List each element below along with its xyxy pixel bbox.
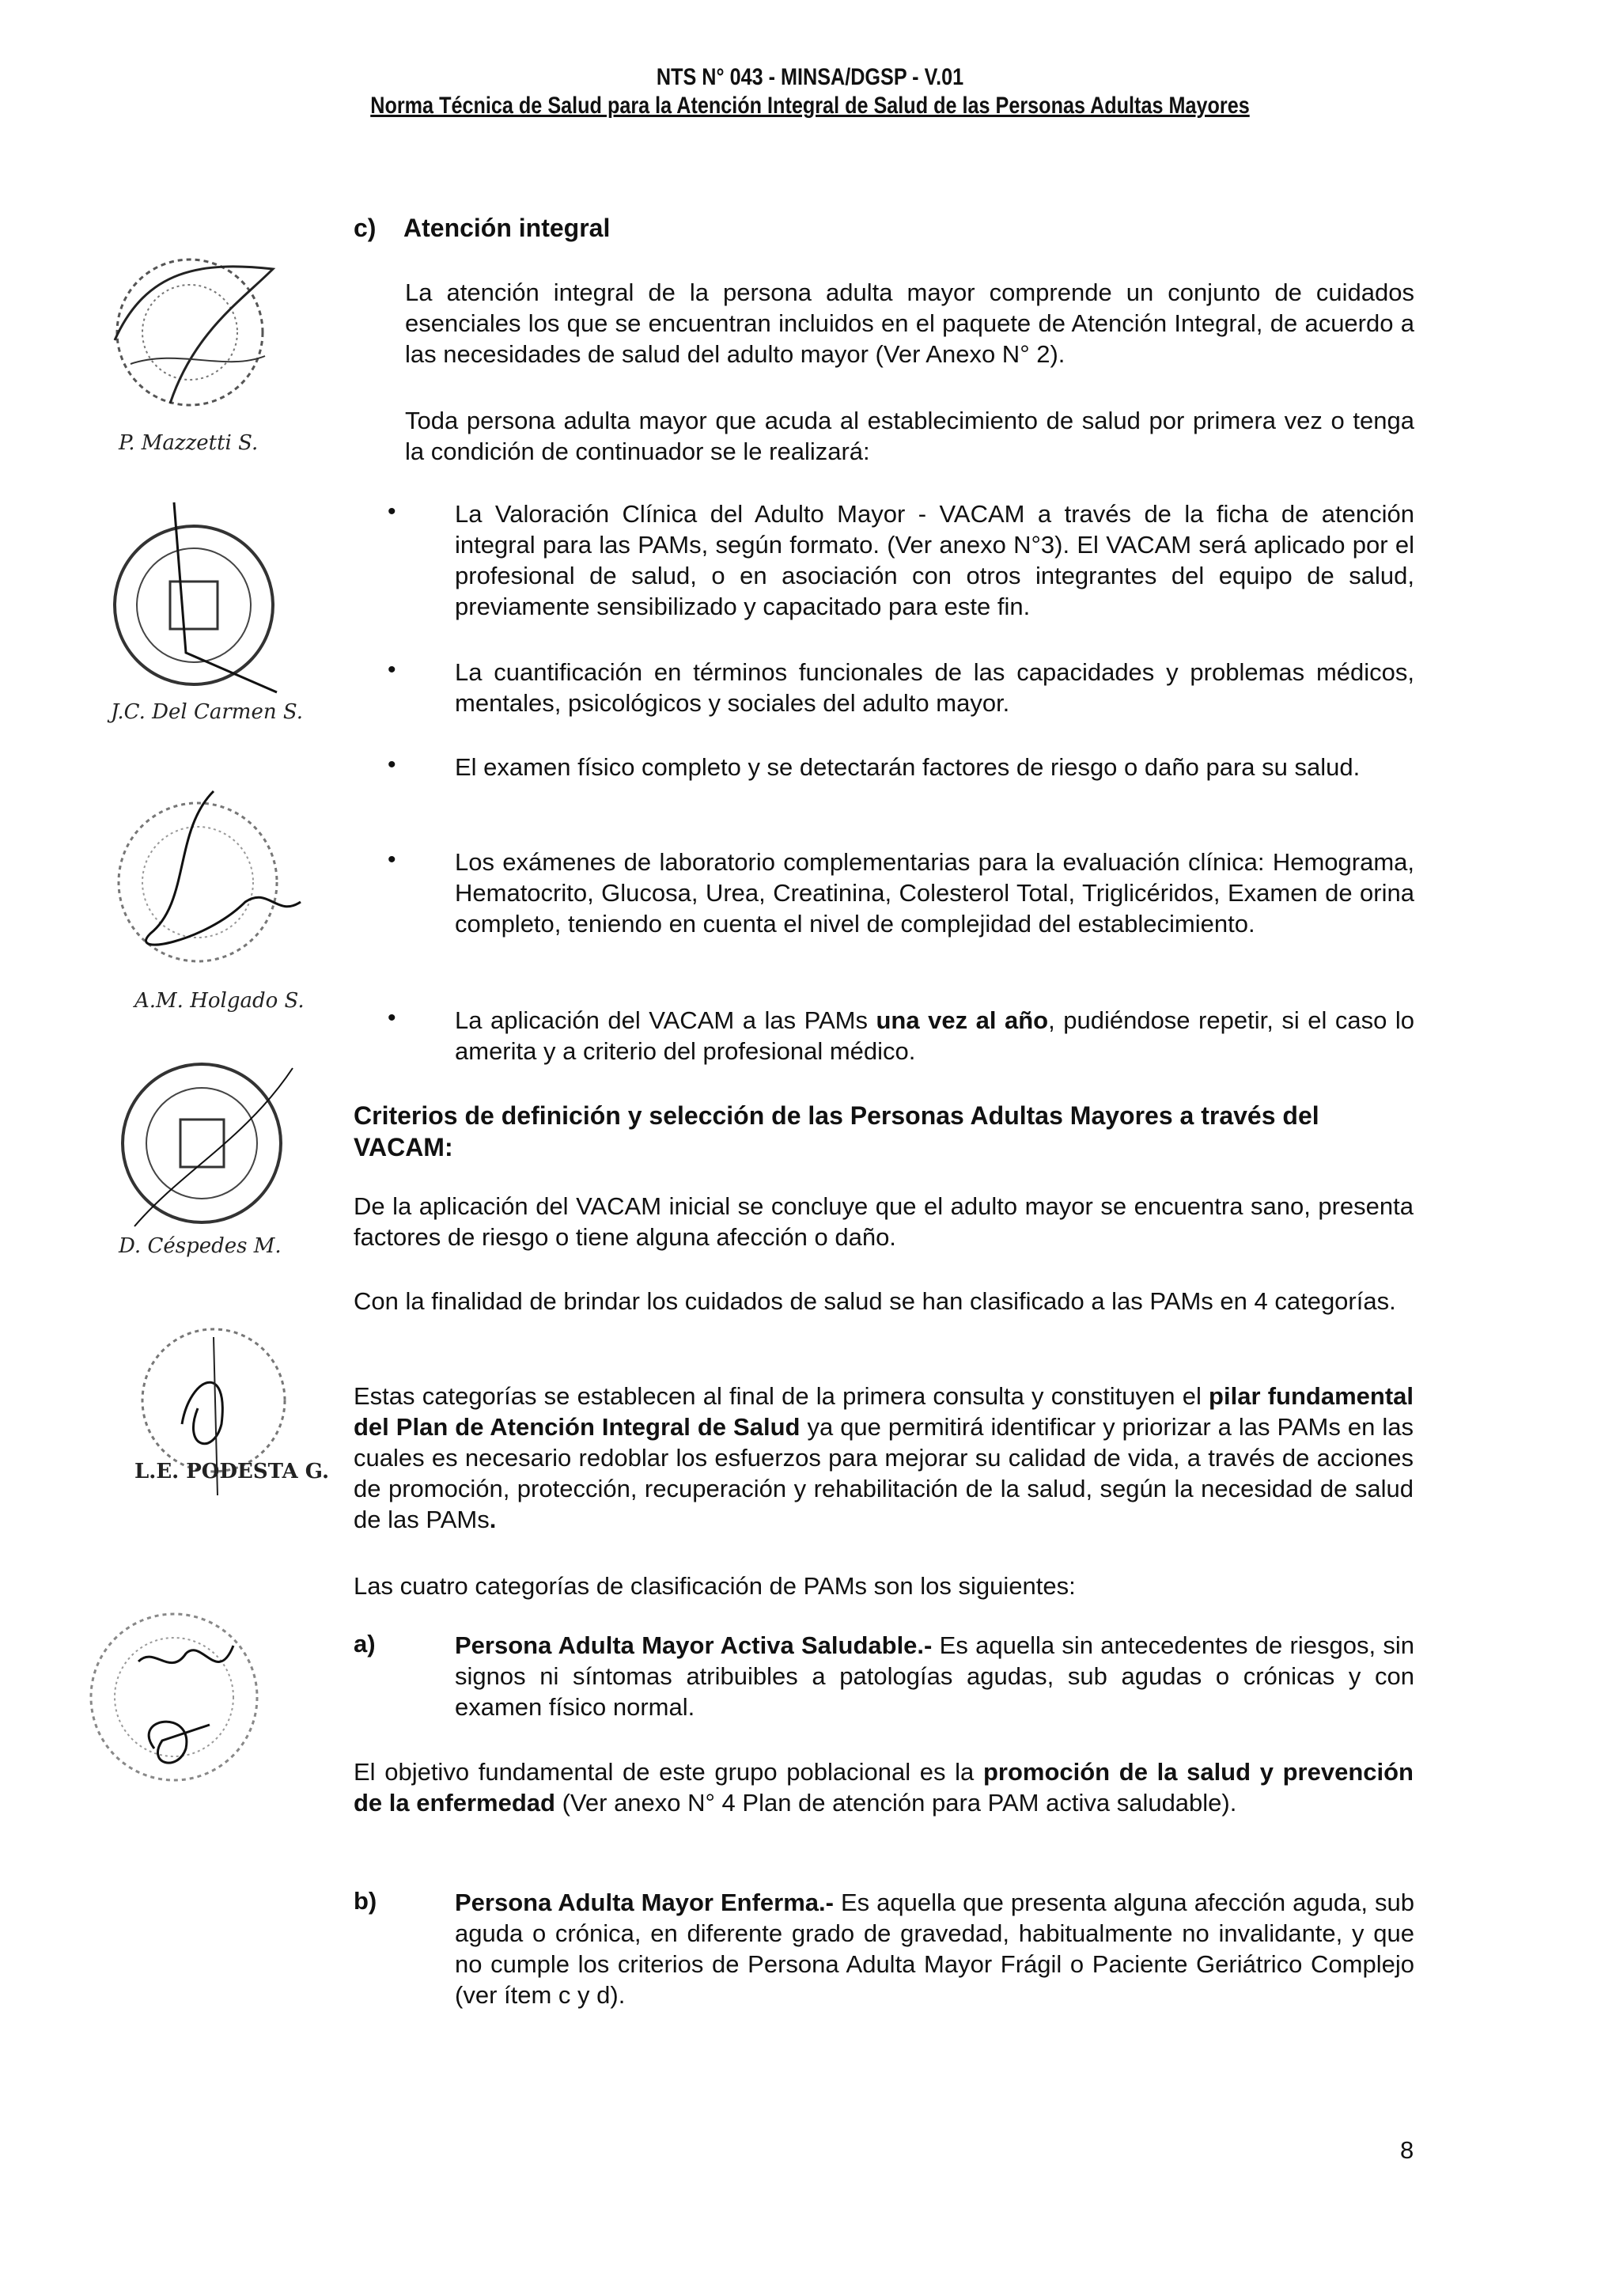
- document-header: [329, 63, 1291, 120]
- section-c-label: c): [354, 214, 377, 242]
- bullet-item-5: [455, 1005, 1414, 1067]
- item-a-description: Es aquella sin antecedentes de riesgos, sin signos ni síntomas atribuibles a patologías agudas, sub agudas o crónicas y con examen físico normal.: [455, 1631, 1414, 1721]
- bullet-dot: •: [388, 657, 396, 683]
- bullet-item-2: La cuantificación en términos funcionales de las capacidades y problemas médicos, mentales, psicológicos y sociales del adulto mayor.: [455, 658, 1414, 717]
- criteria-p3-text: Estas categorías se establecen al final de la primera consulta y constituyen el: [354, 1382, 1209, 1410]
- bullet-5-text-end: , pudiéndose repetir, si el caso lo amerita y a criterio del profesional médico.: [455, 1006, 1415, 1065]
- item-a-label: a): [354, 1630, 376, 1658]
- objective-text-end: (Ver anexo N° 4 Plan de atención para PAM activa saludable).: [555, 1789, 1237, 1817]
- criteria-p3-text-mid: ya que permitirá identificar y priorizar a las PAMs en las cuales es necesario redoblar los esfuerzos para mejorar su calidad de vida, a través de acciones de promoción, protección, recuperación y rehabilitación de la salud, según la necesidad de salud de las PAMs: [354, 1413, 1414, 1533]
- section-c-paragraph-2: Toda persona adulta mayor que acuda al establecimiento de salud por primera vez o tenga la condición de continuador se le realizará:: [405, 407, 1414, 465]
- criteria-paragraph-1: De la aplicación del VACAM inicial se concluye que el adulto mayor se encuentra sano, presenta factores de riesgo o tiene alguna afección o daño.: [354, 1192, 1414, 1251]
- bullet-5-emphasis: una vez al año: [876, 1006, 1049, 1034]
- bullet-5-text: La aplicación del VACAM a las PAMs: [455, 1006, 876, 1034]
- header-norm-code: NTS N° 043 - MINSA/DGSP - V.01: [656, 64, 964, 90]
- criteria-p3-period: .: [489, 1506, 497, 1533]
- signature-name-3: A.M. Holgado S.: [134, 989, 305, 1013]
- objective-text: El objetivo fundamental de este grupo poblacional es la: [354, 1758, 983, 1786]
- item-b-description: Es aquella que presenta alguna afección aguda, sub aguda o crónica, en diferente grado de gravedad, habitualmente no invalidante, y que no cumple los criterios de Persona Adulta Mayor Frágil o Paciente Geriátrico Complejo (ver ítem c y d).: [455, 1889, 1414, 2009]
- bullet-item-3: El examen físico completo y se detectarán factores de riesgo o daño para su salud.: [455, 753, 1361, 781]
- seal-stamp-4: [87, 1044, 316, 1250]
- objective-paragraph: [354, 1756, 1414, 1818]
- signature-name-5: L.E. PODESTA G.: [134, 1460, 330, 1483]
- signature-name-2: J.C. Del Carmen S.: [111, 700, 304, 724]
- section-c-title: Atención integral: [403, 214, 611, 242]
- item-a-title: Persona Adulta Mayor Activa Saludable.-: [455, 1631, 933, 1659]
- criteria-paragraph-3: [354, 1381, 1414, 1535]
- section-c-paragraph-1: La atención integral de la persona adulta mayor comprende un conjunto de cuidados esenciales los que se encuentran incluidos en el paquete de Atención Integral, de acuerdo a las necesidades de salud del adulto mayor (Ver Anexo N° 2).: [405, 278, 1414, 368]
- criteria-paragraph-4: Las cuatro categorías de clasificación de PAMs son los siguientes:: [354, 1572, 1076, 1600]
- bullet-dot: •: [388, 752, 396, 778]
- item-b-label: b): [354, 1887, 377, 1915]
- bullet-item-1: La Valoración Clínica del Adulto Mayor - VACAM a través de la ficha de atención integral para las PAMs, según formato. (Ver anexo N°3). El VACAM será aplicado por el profesional de salud, o en asociación con otros integrantes del equipo de salud, previamente sensibilizado y capacitado para este fin.: [455, 500, 1414, 620]
- page-number: 8: [1400, 2136, 1414, 2164]
- header-norm-title: Norma Técnica de Salud para la Atención Integral de Salud de las Personas Adultas Mayores: [370, 93, 1250, 119]
- bullet-dot: •: [388, 498, 396, 525]
- bullet-item-4: Los exámenes de laboratorio complementarias para la evaluación clínica: Hemograma, Hematocrito, Glucosa, Urea, Creatinina, Colesterol Total, Triglicéridos, Examen de orina completo, teniendo en cuenta el nivel de complejidad del establecimiento.: [455, 848, 1414, 938]
- signature-name-4: D. Céspedes M.: [119, 1234, 282, 1258]
- criteria-heading: Criterios de definición y selección de las Personas Adultas Mayores a través del VACAM:: [354, 1101, 1319, 1161]
- seal-stamp-2: [79, 494, 316, 700]
- item-b-text: [455, 1887, 1414, 2010]
- seal-stamp-6: [51, 1598, 289, 1804]
- criteria-paragraph-2: Con la finalidad de brindar los cuidados de salud se han clasificado a las PAMs en 4 categorías.: [354, 1287, 1396, 1315]
- item-b-title: Persona Adulta Mayor Enferma.-: [455, 1889, 834, 1916]
- bullet-dot: •: [388, 1005, 396, 1031]
- item-a-text: [455, 1630, 1414, 1722]
- signature-name-1: P. Mazzetti S.: [119, 431, 259, 455]
- objective-emphasis: promoción de la salud y prevención de la enfermedad: [354, 1758, 1414, 1817]
- seal-stamp-3: [79, 783, 316, 989]
- criteria-p3-emphasis: pilar fundamental del Plan de Atención Integral de Salud: [354, 1382, 1414, 1441]
- bullet-dot: •: [388, 847, 396, 873]
- seal-stamp-1: [83, 237, 320, 443]
